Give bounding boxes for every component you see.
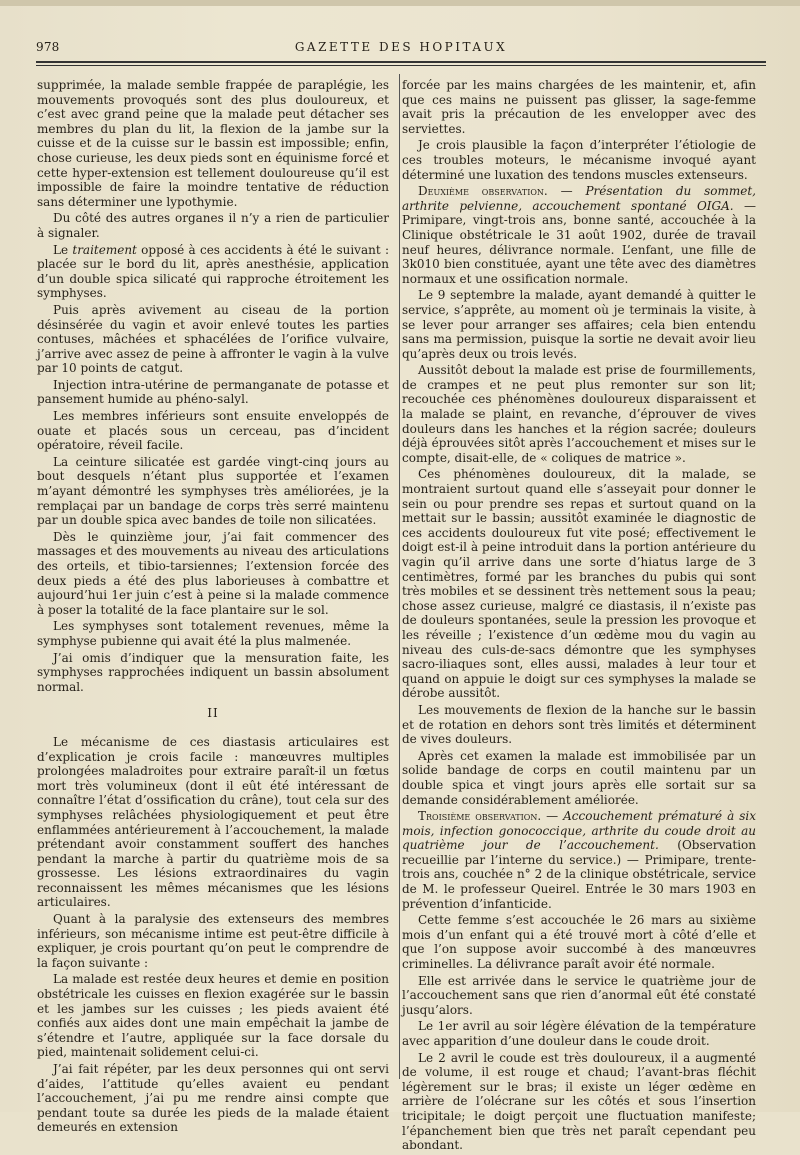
paragraph: Injection intra-utérine de permanganate de potasse et pansement humide au phéno-salyl. (37, 377, 389, 407)
paragraph: Après cet examen la malade est immobilisée par un solide bandage de corps en coutil maintenu par un double spica et vingt jours après elle sortait sur sa demande considérablement améliorée. (402, 748, 756, 807)
paragraph: Le 9 septembre la malade, ayant demandé à quitter le service, s’apprête, au moment où je terminais la visite, à se lever pour arranger ses affaires; cela bien entendu sans ma permission, puisque la sortie ne devait avoir lieu qu’après deux ou trois levés. (402, 288, 756, 361)
observation-paragraph: Troisième observation. — Accouchement prématuré à six mois, infection gonococcique, arthrite du coude droit au quatrième jour de l’accouchement. (Observation recueillie par l’interne du service.) — Primipare, trente-trois ans, couchée n° 2 de la clinique obstétricale, service de M. le professeur Queirel. Entrée le 30 mars 1903 en prévention d’infanticide. (402, 809, 757, 911)
left-column (37, 78, 389, 1137)
paragraph: Je crois plausible la façon d’interpréter l’étiologie de ces troubles moteurs, le mécanisme invoqué ayant déterminé une luxation des tendons muscles extenseurs. (402, 138, 756, 182)
journal-title: GAZETTE DES HOPITAUX (294, 40, 508, 54)
paragraph: J’ai omis d’indiquer que la mensuration faite, les symphyses rapprochées indiquent un bassin absolument normal. (37, 650, 389, 694)
page-number: 978 (36, 40, 60, 54)
paragraph: Le mécanisme de ces diastasis articulaires est d’explication je crois facile : manœuvres multiples prolongées maladroites pour extraire paraît-il un fœtus mort très volumineux (dont il eût été intéressant de connaître l’état d’ossification du crâne), tout cela sur des symphyses relâchées physiologiquement et peut être enflammées antérieurement à l’accouchement, la malade prétendant avoir constamment souffert des hanches pendant la marche à partir du quatrième mois de sa grossesse. Les lésions extraordinaires du vagin reconnaissent les mêmes mécanismes que les lésions articulaires. (37, 734, 389, 910)
paragraph: Le 1er avril au soir légère élévation de la température avec apparition d’une douleur dans le coude droit. (402, 1019, 756, 1048)
paragraph: J’ai fait répéter, par les deux personnes qui ont servi d’aides, l’attitude qu’elles avaient eu pendant l’accouchement, j’ai pu me rendre ainsi compte que pendant toute sa durée les pieds de la malade étaient demeurés en extension (37, 1062, 389, 1135)
paragraph: Le 2 avril le coude est très douloureux, il a augmenté de volume, il est rouge et chaud; l’avant-bras fléchit légèrement sur le bras; il existe un léger œdème en arrière de l’olécrane sur les côtés et sous l’insertion tricipitale; le doigt perçoit une fluctuation manifeste; l’épanchement bien que très net paraît cependant peu abondant. (402, 1050, 756, 1153)
right-column (402, 78, 756, 1155)
header-rule-thin (36, 65, 766, 66)
paragraph: Aussitôt debout la malade est prise de fourmillements, de crampes et ne peut plus remonter sur son lit; recouchée ces phénomènes douloureux disparaissent et la malade se plaint, en revanche, d’éprouver de vives douleurs dans les hanches et la région sacrée; douleurs déjà éprouvées sitôt après l’accouchement et mises sur le compte, disait-elle, de « coliques de matrice ». (402, 363, 756, 465)
paragraph: Cette femme s’est accouchée le 26 mars au sixième mois d’un enfant qui a été trouvé mort à côté d’elle et que l’on suppose avoir succombé à des manœuvres criminelles. La délivrance paraît avoir été normale. (402, 913, 756, 972)
observation-paragraph: Deuxième observation. — Présentation du sommet, arthrite pelvienne, accouchement spontané OIGA. — Primipare, vingt-trois ans, bonne santé, accouchée à la Clinique obstétricale le 31 août 1902, durée de travail neuf heures, délivrance normale. L’enfant, une fille de 3k010 bien constituée, ayant une tête avec des diamètres normaux et une ossification normale. (402, 184, 756, 286)
column-divider (399, 74, 400, 1079)
paragraph: Du côté des autres organes il n’y a rien de particulier à signaler. (37, 211, 389, 240)
observation-title: Présentation du sommet, arthrite pelvienne, accouchement spontané OIGA. (402, 184, 756, 213)
header-rule (36, 61, 766, 63)
paragraph: Le traitement opposé à ces accidents à été le suivant : placée sur le bord du lit, après anesthésie, application d’un double spica silicaté qui rapproche étroitement les symphyses. (37, 242, 389, 301)
paragraph: Elle est arrivée dans le service le quatrième jour de l’accouchement sans que rien d’anormal eût été constaté jusqu’alors. (402, 973, 756, 1017)
observation-title: Accouchement prématuré à six mois, infection gonococcique, arthrite du coude droit au quatrième jour de l’accouchement. (402, 809, 756, 853)
paragraph: La ceinture silicatée est gardée vingt-cinq jours au bout desquels n’étant plus supportée et l’examen m’ayant démontré les symphyses très améliorées, je la remplaçai par un bandage de corps très serré maintenu par un double spica avec bandes de toile non silicatées. (37, 454, 389, 528)
paragraph: supprimée, la malade semble frappée de paraplégie, les mouvements provoqués sont des plus douloureux, et c’est avec grand peine que la malade peut détacher ses membres du plan du lit, la flexion de la jambe sur la cuisse et de la cuisse sur le bassin est impossible; enfin, chose curieuse, les deux pieds sont en équinisme forcé et cette hyper-extension est tellement douloureuse qu’il est impossible de faire la moindre tentative de réduction sans déterminer une lypothymie. (37, 78, 389, 209)
paragraph: Les membres inférieurs sont ensuite enveloppés de ouate et placés sous un cerceau, pas d’incident opératoire, réveil facile. (37, 409, 389, 453)
paragraph: Puis après avivement au ciseau de la portion désinsérée du vagin et avoir enlevé toutes les parties contuses, mâchées et sphacélées de l’orifice vulvaire, j’arrive avec assez de peine à affronter le vagin à la vulve par 10 points de catgut. (37, 302, 389, 376)
running-header (36, 40, 766, 60)
paragraph: Quant à la paralysie des extenseurs des membres inférieurs, son mécanisme intime est peut-être difficile à expliquer, je crois pourtant qu’on peut le comprendre de la façon suivante : (37, 912, 389, 970)
observation-label: Deuxième observation. (418, 184, 548, 199)
emphasis: traitement (72, 242, 137, 257)
paragraph: Ces phénomènes douloureux, dit la malade, se montraient surtout quand elle s’asseyait pour donner le sein ou pour prendre ses repas et surtout quand on la mettait sur le bassin; aussitôt examinée le diagnostic de ces accidents douloureux fut vite posé; effectivement le doigt est-il à peine introduit dans la portion antérieure du vagin qu’il arrive dans une sorte d’hiatus large de 3 centimètres, formé par les branches du pubis qui sont très mobiles et se dessinent très nettement sous la peau; chose assez curieuse, malgré ce diastasis, il n’existe pas de douleurs spontanées, seule la pression les provoque et les réveille ; l’existence d’un œdème mou du vagin au niveau des culs-de-sacs démontre que les symphyses sacro-iliaques sont, elles aussi, malades à leur tour et quand on appuie le doigt sur ces symphyses la malade se dérobe aussitôt. (402, 467, 756, 701)
paragraph: La malade est restée deux heures et demie en position obstétricale les cuisses en flexion exagérée sur le bassin et les jambes sur les cuisses ; les pieds avaient été confiés aux aides dont une main empêchait la jambe de s’étendre et l’autre, appliquée sur la face dorsale du pied, maintenait solidement celui-ci. (37, 972, 389, 1060)
paragraph: forcée par les mains chargées de les maintenir, et, afin que ces mains ne puissent pas glisser, la sage-femme avait pris la précaution de les envelopper avec des serviettes. (402, 78, 756, 136)
paragraph: Les symphyses sont totalement revenues, même la symphyse pubienne qui avait été la plus malmenée. (37, 619, 389, 648)
page-edge (0, 0, 800, 6)
section-heading: II (207, 706, 219, 721)
observation-label: Troisième observation. (418, 809, 542, 824)
paragraph: Les mouvements de flexion de la hanche sur le bassin et de rotation en dehors sont très limités et déterminent de vives douleurs. (402, 702, 756, 747)
paragraph: Dès le quinzième jour, j’ai fait commencer des massages et des mouvements au niveau des articulations des orteils, et tibio-tarsiennes; l’extension forcée des deux pieds a été des plus laborieuses à combattre et aujourd’hui 1er juin c’est à peine si la malade commence à poser la totalité de la face plantaire sur le sol. (37, 529, 389, 617)
